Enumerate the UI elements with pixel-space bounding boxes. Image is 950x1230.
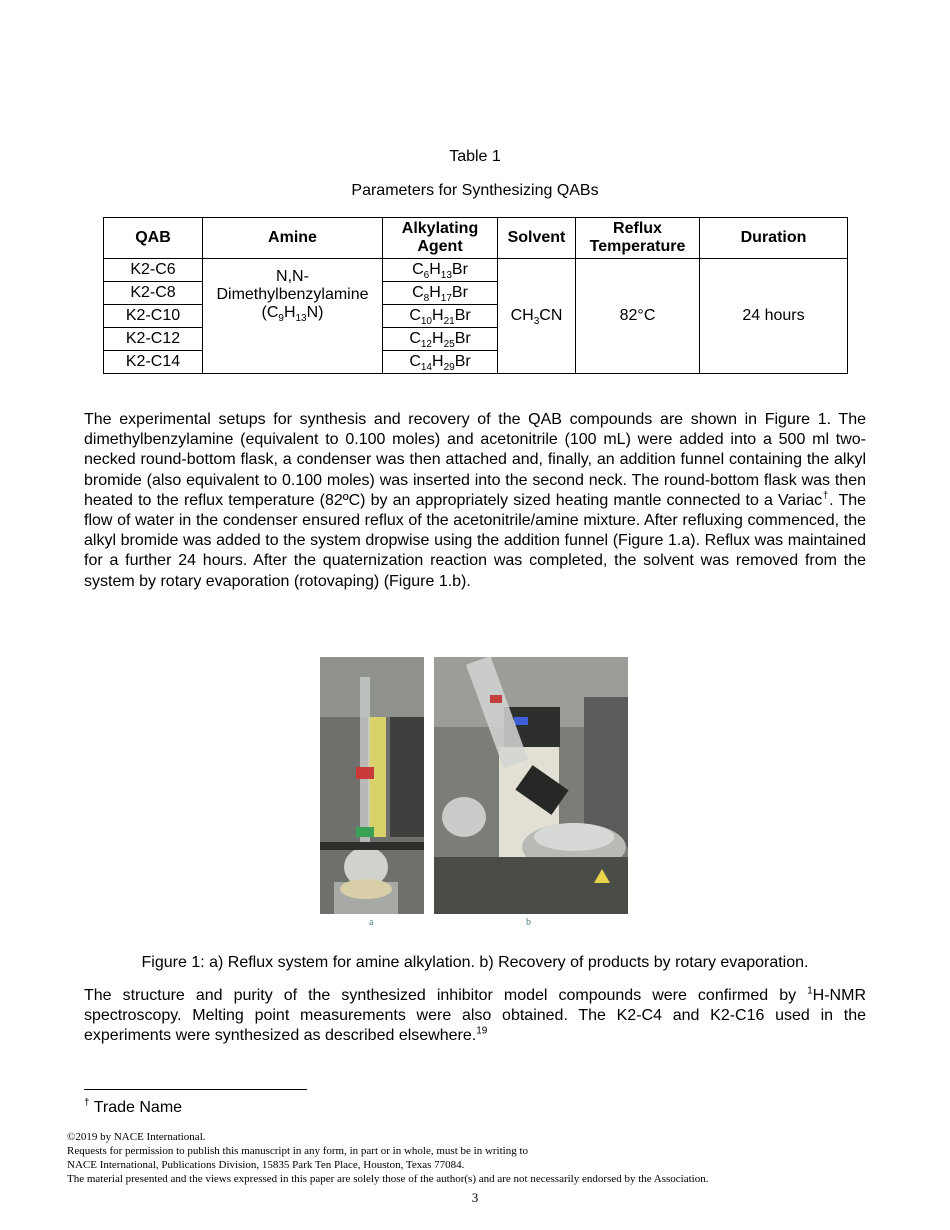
qab-cell: K2-C10	[104, 305, 203, 328]
figure-1	[320, 657, 630, 932]
alkylating-agent-cell: $C_{12}H_{25}Br$	[383, 328, 498, 351]
alkylating-agent-cell: $C_{10}H_{21}Br$	[383, 305, 498, 328]
header-reflux-temperature: Reflux Temperature	[576, 218, 700, 259]
legal-line: Requests for permission to publish this manuscript in any form, in part or in whole, must be in writing to	[67, 1145, 529, 1157]
legal-line: NACE International, Publications Division, 15835 Park Ten Place, Houston, Texas 77084.	[67, 1159, 465, 1171]
qab-cell: K2-C14	[104, 351, 203, 374]
qab-cell: K2-C12	[104, 328, 203, 351]
paragraph-structure-purity: The structure and purity of the synthesized inhibitor model compounds were confirmed by $^1$H-NMR spectroscopy. Melting point measurements were also obtained. The K2-C4 and K2-C16 used in the experiments were synthesized as described elsewhere.$^{19}$	[84, 985, 866, 1045]
figure-caption: Figure 1: a) Reflux system for amine alkylation. b) Recovery of products by rotary evaporation.	[141, 954, 809, 971]
figure-label-b: b	[526, 917, 531, 928]
rotary-evaporator-photo	[434, 657, 628, 914]
amine-line1: N,N-	[276, 268, 309, 285]
header-alkylating-agent: Alkylating Agent	[383, 218, 498, 259]
copyright-notice	[67, 1130, 708, 1186]
header-amine: Amine	[203, 218, 383, 259]
table-subcaption: Parameters for Synthesizing QABs	[351, 182, 599, 199]
footnote-divider	[84, 1089, 307, 1090]
page-number: 3	[471, 1190, 479, 1205]
amine-formula: $(C_9H_{13}N)$	[261, 304, 324, 325]
table-row	[104, 259, 848, 282]
qab-cell: K2-C6	[104, 259, 203, 282]
qab-cell: K2-C8	[104, 282, 203, 305]
amine-line2: Dimethylbenzylamine	[216, 286, 369, 303]
duration-cell: 24 hours	[700, 259, 848, 374]
amine-cell	[203, 259, 383, 374]
header-qab: QAB	[104, 218, 203, 259]
table-caption: Table 1	[449, 148, 501, 165]
reflux-system-photo	[320, 657, 424, 914]
footnote: † Trade Name	[84, 1097, 183, 1116]
alkylating-agent-cell: $C_{14}H_{29}Br$	[383, 351, 498, 374]
header-solvent: Solvent	[498, 218, 576, 259]
figure-label-a: a	[369, 917, 374, 928]
alkylating-agent-cell: $C_8H_{17}Br$	[383, 282, 498, 305]
table-header-row	[104, 218, 848, 259]
temperature-cell: 82°C	[576, 259, 700, 374]
alkylating-agent-cell: $C_6H_{13}Br$	[383, 259, 498, 282]
legal-line: ©2019 by NACE International.	[67, 1131, 206, 1143]
solvent-cell: $CH_3CN$	[498, 259, 576, 374]
paragraph-experimental-setup: The experimental setups for synthesis and recovery of the QAB compounds are shown in Figure 1. The dimethylbenzylamine (equivalent to 0.100 moles) and acetonitrile (100 mL) were added into a 500 ml two-necked round-bottom flask, a condenser was then attached and, finally, an addition funnel containing the alkyl bromide (also equivalent to 0.100 moles) was inserted into the second neck. The round-bottom flask was then heated to the reflux temperature (82ºC) by an appropriately sized heating mantle connected to a Variac†. The flow of water in the condenser ensured reflux of the acetonitrile/amine mixture. After refluxing commenced, the alkyl bromide was added to the system dropwise using the addition funnel (Figure 1.a). Reflux was maintained for a further 24 hours. After the quaternization reaction was completed, the solvent was removed from the system by rotary evaporation (rotovaping) (Figure 1.b).	[84, 411, 867, 590]
parameters-table	[103, 217, 848, 374]
legal-line: The material presented and the views expressed in this paper are solely those of the author(s) and are not necessarily endorsed by the Association.	[67, 1173, 709, 1185]
header-duration: Duration	[700, 218, 848, 259]
